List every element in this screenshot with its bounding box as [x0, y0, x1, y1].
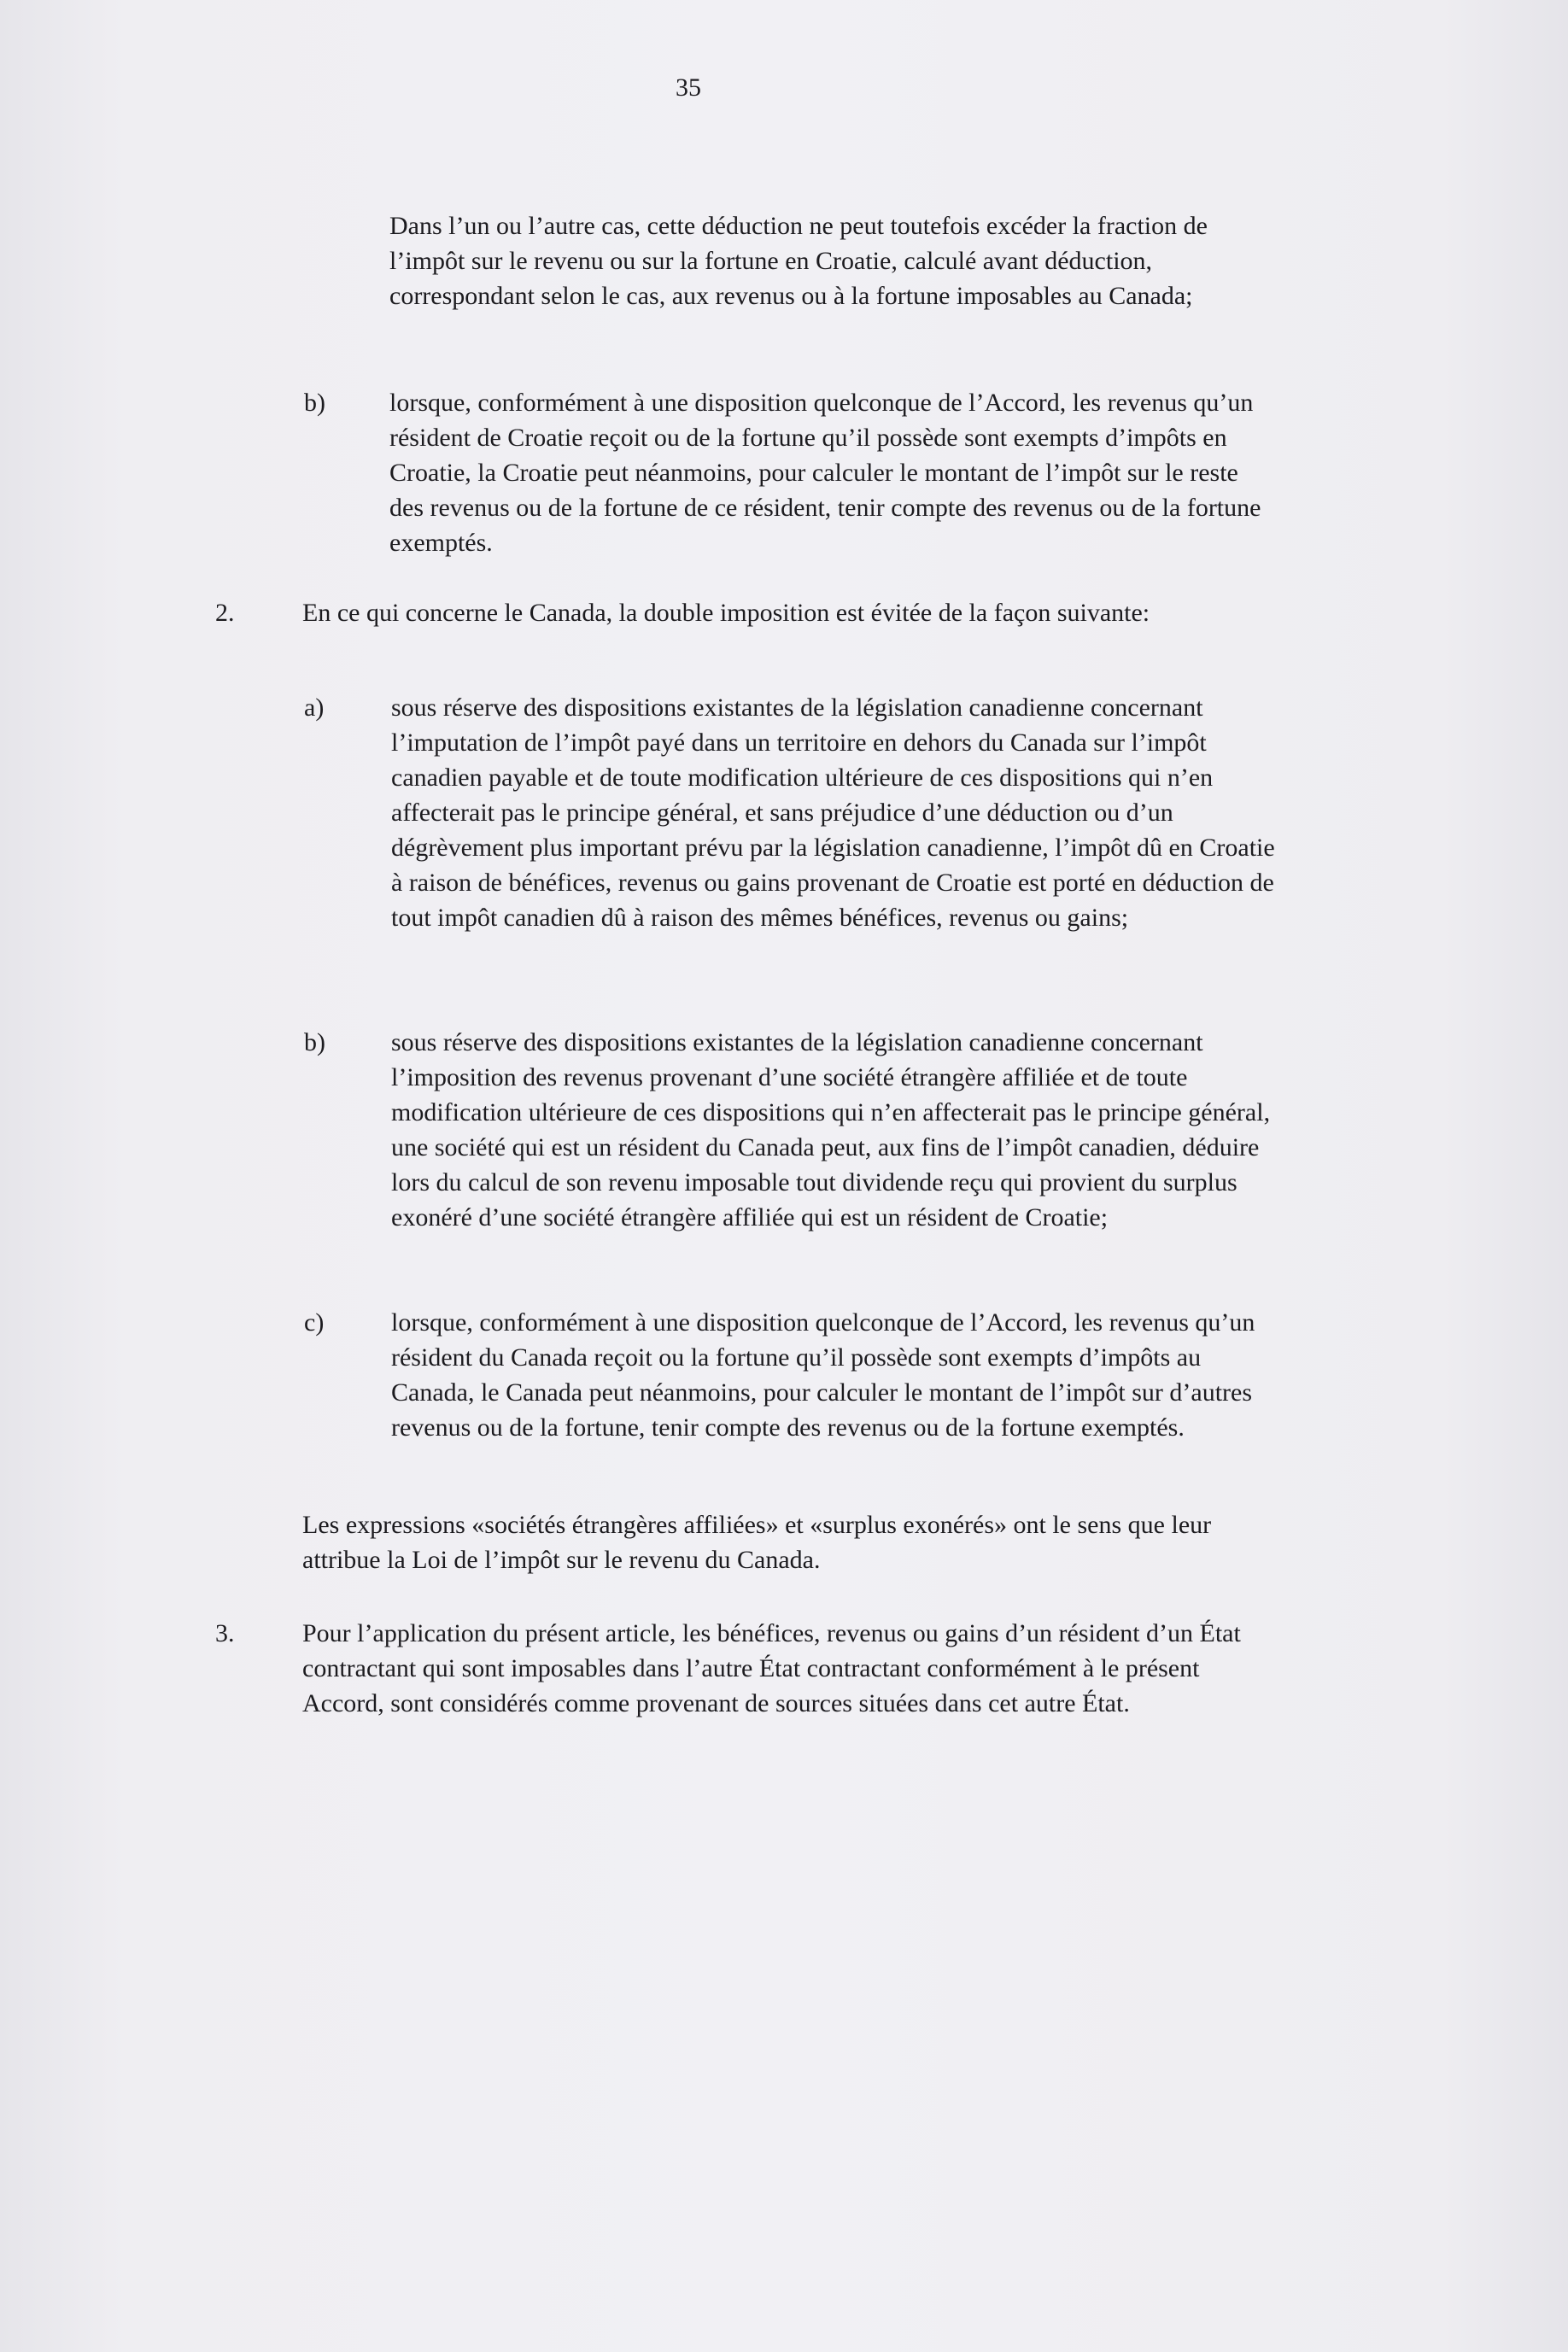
item-label-3: 3.: [215, 1619, 235, 1647]
paragraph-definitions: Les expressions «sociétés étrangères affiliées» et «surplus exonérés» ont le sens que leur attribue la Loi de l’impôt sur le revenu du Canada.: [302, 1511, 1212, 1574]
item-label-1b: b): [304, 389, 325, 417]
paragraph-2b: sous réserve des dispositions existantes de la législation canadienne concernant l’imposition des revenus provenant d’une société étrangère affiliée et de toute modification ultérieure de ces dispositions qui n’en affecterait pas le principe général, une société qui est un résident du Canada peut, aux fins de l’impôt canadien, déduire lors du calcul de son revenu imposable tout dividende reçu qui provient du surplus exonéré d’une société étrangère affiliée qui est un résident de Croatie;: [391, 1028, 1271, 1232]
item-label-2b: b): [304, 1028, 325, 1056]
item-label-2: 2.: [215, 599, 235, 627]
paragraph-3: Pour l’application du présent article, les bénéfices, revenus ou gains d’un résident d’un État contractant qui sont imposables dans l’autre État contractant conformément à le présent Accord, sont considérés comme provenant de sources situées dans cet autre État.: [302, 1619, 1241, 1717]
paragraph-2c: lorsque, conformément à une disposition quelconque de l’Accord, les revenus qu’un résident du Canada reçoit ou la fortune qu’il possède sont exempts d’impôts au Canada, le Canada peut néanmoins, pour calculer le montant de l’impôt sur d’autres revenus ou de la fortune, tenir compte des revenus ou de la fortune exemptés.: [391, 1308, 1255, 1442]
item-label-2c: c): [304, 1308, 325, 1337]
paragraph-intro-continuation: Dans l’un ou l’autre cas, cette déduction ne peut toutefois excéder la fraction de l’impôt sur le revenu ou sur la fortune en Croatie, calculé avant déduction, correspondant selon le cas, aux revenus ou à la fortune imposables au Canada;: [389, 212, 1208, 310]
item-label-2a: a): [304, 693, 325, 722]
paragraph-2: En ce qui concerne le Canada, la double imposition est évitée de la façon suivante:: [302, 599, 1150, 627]
paragraph-2a: sous réserve des dispositions existantes de la législation canadienne concernant l’imputation de l’impôt payé dans un territoire en dehors du Canada sur l’impôt canadien payable et de toute modification ultérieure de ces dispositions qui n’en affecterait pas le principe général, et sans préjudice d’une déduction ou d’un dégrèvement plus important prévu par la législation canadienne, l’impôt dû en Croatie à raison de bénéfices, revenus ou gains provenant de Croatie est porté en déduction de tout impôt canadien dû à raison des mêmes bénéfices, revenus ou gains;: [391, 693, 1275, 932]
paragraph-1b: lorsque, conformément à une disposition quelconque de l’Accord, les revenus qu’un résident de Croatie reçoit ou de la fortune qu’il possède sont exempts d’impôts en Croatie, la Croatie peut néanmoins, pour calculer le montant de l’impôt sur le reste des revenus ou de la fortune de ce résident, tenir compte des revenus ou de la fortune exemptés.: [389, 389, 1261, 557]
page-number: 35: [676, 73, 701, 102]
